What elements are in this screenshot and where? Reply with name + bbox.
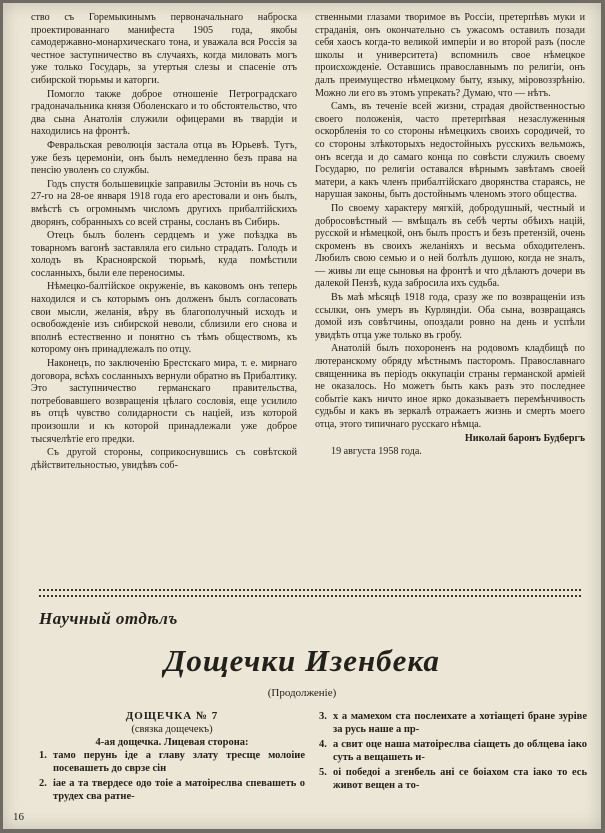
tablet-face-label: 4-ая дощечка. Лицевая сторона: xyxy=(95,737,249,748)
tablet-text-left xyxy=(39,710,305,803)
paragraph: Самъ, въ теченіе всей жизни, страдая двойственностью своего положенія, часто претерпѣвая незаслуженныя оскорбленія то со стороны нѣмецкихъ своихъ сородичей, то со стороны злѣкоторыхъ недостойныхъ русскихъ вельможъ, онъ всегда и до самаго конца по совѣсти служилъ своему Государю, по религіи оставался вѣрнымъ завѣтамъ своей матери, а какъ членъ прибалтійскаго дворянства стараясь, не нарушая законы, быть достойнымъ членомъ этого общества. xyxy=(315,101,585,201)
right-text-column xyxy=(315,12,585,459)
paragraph: Февральская революція застала отца въ Юрьевѣ. Тутъ, уже безъ церемоніи, онъ былъ немедленно безъ права на пенсію уволенъ со службы. xyxy=(31,139,297,177)
list-item xyxy=(319,738,587,764)
tablet-text-right xyxy=(319,710,587,792)
article-title: Дощечки Изенбека xyxy=(164,643,440,678)
paragraph: Нѣмецко-балтійское окруженіе, въ каковомъ онъ теперь находился и съ которымъ онъ долженъ былъ согласовать свои мысли, желанія, вѣру въ благополучный исходъ и освобожденіе изъ сибирской неволи, сблизили его снова и вполнѣ естественно и понятно съ тѣмъ обществомъ, къ которому онъ принадлежалъ по отцу. xyxy=(31,281,297,356)
list-item xyxy=(319,710,587,736)
article-subtitle: (Продолженіе) xyxy=(267,687,337,699)
paragraph: Отецъ былъ боленъ сердцемъ и уже поѣздка въ товарномъ вагонѣ заставляла его сильно страдать. Голодъ и холодъ въ Красноярской тюрьмѣ, куда помѣстили сосланныхъ, были еле переносимы. xyxy=(31,230,297,279)
paragraph: ство съ Горемыкинымъ первоначальнаго наброска проектированнаго манифеста 1905 года, якобы самодержавно-монархическаго тона, и уважала вся Россія за честное заступничество въ случаяхъ, когда миловать могъ уже только Государь, за утертыя слезы и спасеніе отъ сибирской тюрьмы и каторги. xyxy=(31,12,297,86)
tablet-title: ДОЩЕЧКА № 7 xyxy=(125,710,219,722)
left-text-column xyxy=(31,12,297,472)
paragraph: Наконецъ, по заключенію Брестскаго мира, т. е. мирнаго договора, всѣхъ сосланныхъ вернули обратно въ Прибалтику. Это заступничество германскаго правительства, потребовавшего возвращенія цѣлаго сословія, еще усилило въ отцѣ чувство солидарности съ націей, изъ которой произошли и къ которой принадлежали уже доброе тысячелѣтіе его предки. xyxy=(31,358,297,445)
item-text: а свит оце наша матоіреслва сіащеть до облцева іако суть а вещашеть и- xyxy=(333,739,587,763)
book-page xyxy=(3,3,601,829)
section-divider xyxy=(39,589,581,597)
paragraph: Въ маѣ мѣсяцѣ 1918 года, сразу же по возвращеніи изъ ссылки, онъ умеръ въ Курляндіи. Оба сына, возвращаясь домой изъ совѣтчины, опоздали ровно на день и успѣли увидѣть отца уже только въ гробу. xyxy=(315,292,585,341)
item-text: тамо перунь іде а главу злату тресще молоіие посевашеть до сврзе сін xyxy=(53,750,305,774)
tablet-subtitle: (связка дощечекъ) xyxy=(131,724,213,735)
paragraph: Помогло также доброе отношеніе Петроградскаго градоначальника князя Оболенскаго и то обстоятельство, что два сына Анатолія служили офицерами въ твардіи и находились на фронтѣ. xyxy=(31,88,297,138)
paragraph: Съ другой стороны, соприкоснувшись съ совѣтской дѣйствительностью, увидѣвъ соб- xyxy=(31,447,297,471)
paragraph: ственными глазами творимое въ Россіи, претерпѣвъ муки и страданія, онъ окончательно съ ужасомъ оставилъ позади себя хаосъ когда-то великой имперіи и во второй разъ (после школы и университета) вспомнилъ свое нѣмецкое происхожденіе. Оставшись православнымъ по религіи, онъ далъ преимущество нѣмецкому быту, языку, міровоззрѣнію. Можно ли его въ этомъ упрекать? Думаю, что — нѣтъ. xyxy=(315,12,585,99)
item-number: 4. xyxy=(319,739,327,750)
item-number: 5. xyxy=(319,767,327,778)
item-number: 2. xyxy=(39,778,47,789)
item-text: оі победоі а згенбель ані се боіахом ста іако то есь живот вещен а то- xyxy=(333,767,587,791)
section-title: Научный отдѣлъ xyxy=(39,609,178,628)
page-number: 16 xyxy=(13,811,24,823)
paragraph: По своему характеру мягкій, добродушный, честный и добросовѣстный — вмѣщалъ въ себѣ черты обѣихъ націй, русской и нѣмецкой, онъ былъ простъ и безъ претензій, очень скроменъ въ своихъ желаніяхъ и весьма обходителенъ. Любилъ свою семью и о ней болѣлъ душою, когда не зналъ, — живы ли еще сыновья на фронтѣ и что дѣлаютъ дочери въ далекой Пензѣ, куда забросила ихъ судьба. xyxy=(315,202,585,290)
author-signature: Николай баронъ Будбергъ xyxy=(464,432,585,444)
list-item xyxy=(39,777,305,803)
list-item xyxy=(39,749,305,775)
item-text: іае а та твердесе одо тоіе а матоіреслва спевашеть о трудех сва ратне- xyxy=(53,778,305,802)
paragraph: Анатолій былъ похороненъ на родовомъ кладбищѣ по лютеранскому обряду мѣстнымъ пасторомъ. Православнаго священника въ періодъ оккупаціи страны германской арміей не оказалось. Но можетъ быть какъ разъ это последнее событіе какъ ничто иное ярко доказываетъ перемѣнчивость судьбы и какъ въ зеркалѣ отражаетъ жизнь и смерть моего отца, этого типичнаго русскаго нѣмца. xyxy=(315,343,585,430)
paragraph: Годъ спустя большевицкіе заправилы Эстоніи въ ночь съ 27-го на 28-ое января 1918 года его арестовали и онъ былъ, вмѣстѣ съ огромнымъ числомъ другихъ прибалтійскихъ дворянъ, собранныхъ со всей страны, сосланъ въ Сибирь. xyxy=(31,178,297,228)
item-number: 3. xyxy=(319,711,327,722)
item-text: х а мамехом ста послеихате а хотіащеті бране зуріве за русь наше а пр- xyxy=(333,711,587,735)
list-item xyxy=(319,766,587,792)
item-number: 1. xyxy=(39,750,47,761)
article-date: 19 августа 1958 года. xyxy=(331,446,422,458)
